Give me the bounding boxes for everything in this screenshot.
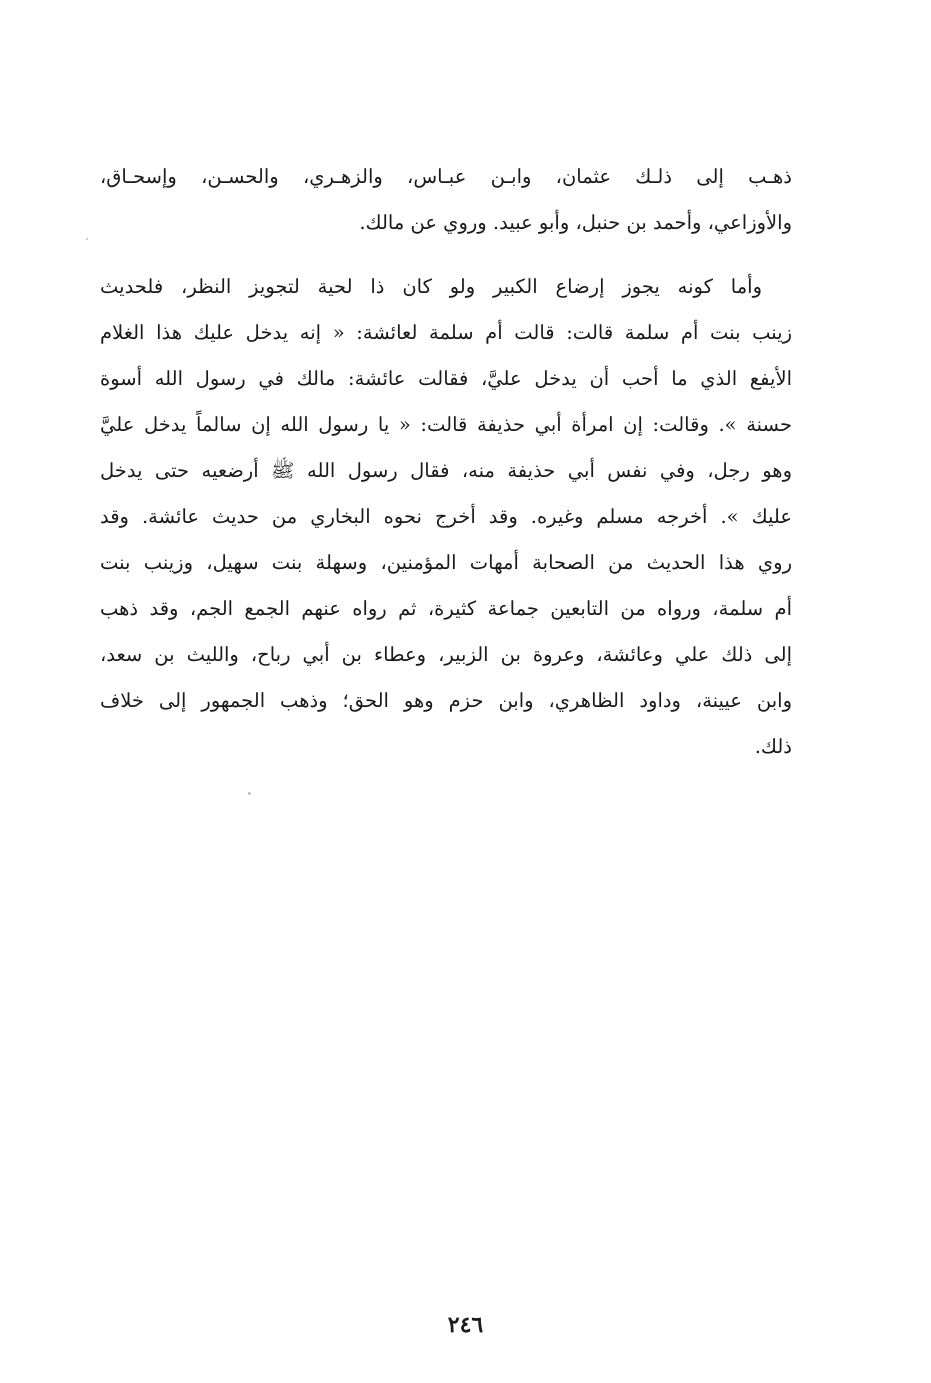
paragraph-2 bbox=[100, 264, 792, 770]
text-line: عليك ». أخرجه مسلم وغيره. وقد أخرج نحوه البخاري من حديث عائشة. وقد bbox=[100, 505, 792, 528]
text-line: حسنة ». وقالت: إن امرأة أبي حذيفة قالت: « يا رسول الله إن سالماً يدخل عليَّ bbox=[100, 413, 792, 436]
text-line: إلى ذلك علي وعائشة، وعروة بن الزبير، وعطاء بن أبي رباح، والليث بن سعد، bbox=[100, 643, 792, 666]
scan-speck bbox=[248, 792, 251, 795]
text-line: والأوزاعي، وأحمد بن حنبل، وأبو عبيد. وروي عن مالك. bbox=[359, 211, 792, 234]
text-line: وأما كونه يجوز إرضاع الكبير ولو كان ذا لحية لتجويز النظر، فلحديث bbox=[100, 275, 762, 298]
text-line: وهو رجل، وفي نفس أبي حذيفة منه، فقال رسول الله ﷺ أرضعيه حتى يدخل bbox=[100, 459, 792, 482]
scan-speck bbox=[86, 238, 88, 240]
page-number: ٢٤٦ bbox=[447, 1312, 484, 1338]
text-line: وابن عيينة، وداود الظاهري، وابن حزم وهو الحق؛ وذهب الجمهور إلى خلاف bbox=[100, 689, 792, 712]
text-line: روي هذا الحديث من الصحابة أمهات المؤمنين، وسهلة بنت سهيل، وزينب بنت bbox=[100, 551, 792, 574]
text-line: الأيفع الذي ما أحب أن يدخل عليَّ، فقالت عائشة: مالك في رسول الله أسوة bbox=[100, 367, 792, 390]
text-line: زينب بنت أم سلمة قالت: قالت أم سلمة لعائشة: « إنه يدخل عليك هذا الغلام bbox=[100, 321, 792, 344]
text-line: أم سلمة، ورواه من التابعين جماعة كثيرة، ثم رواه عنهم الجمع الجم، وقد ذهب bbox=[100, 597, 792, 620]
text-line: ذهـب إلى ذلـك عثمان، وابـن عبـاس، والزهـري، والحسـن، وإسحـاق، bbox=[100, 165, 792, 188]
text-line: ذلك. bbox=[754, 735, 792, 758]
paragraph-1 bbox=[100, 154, 792, 246]
